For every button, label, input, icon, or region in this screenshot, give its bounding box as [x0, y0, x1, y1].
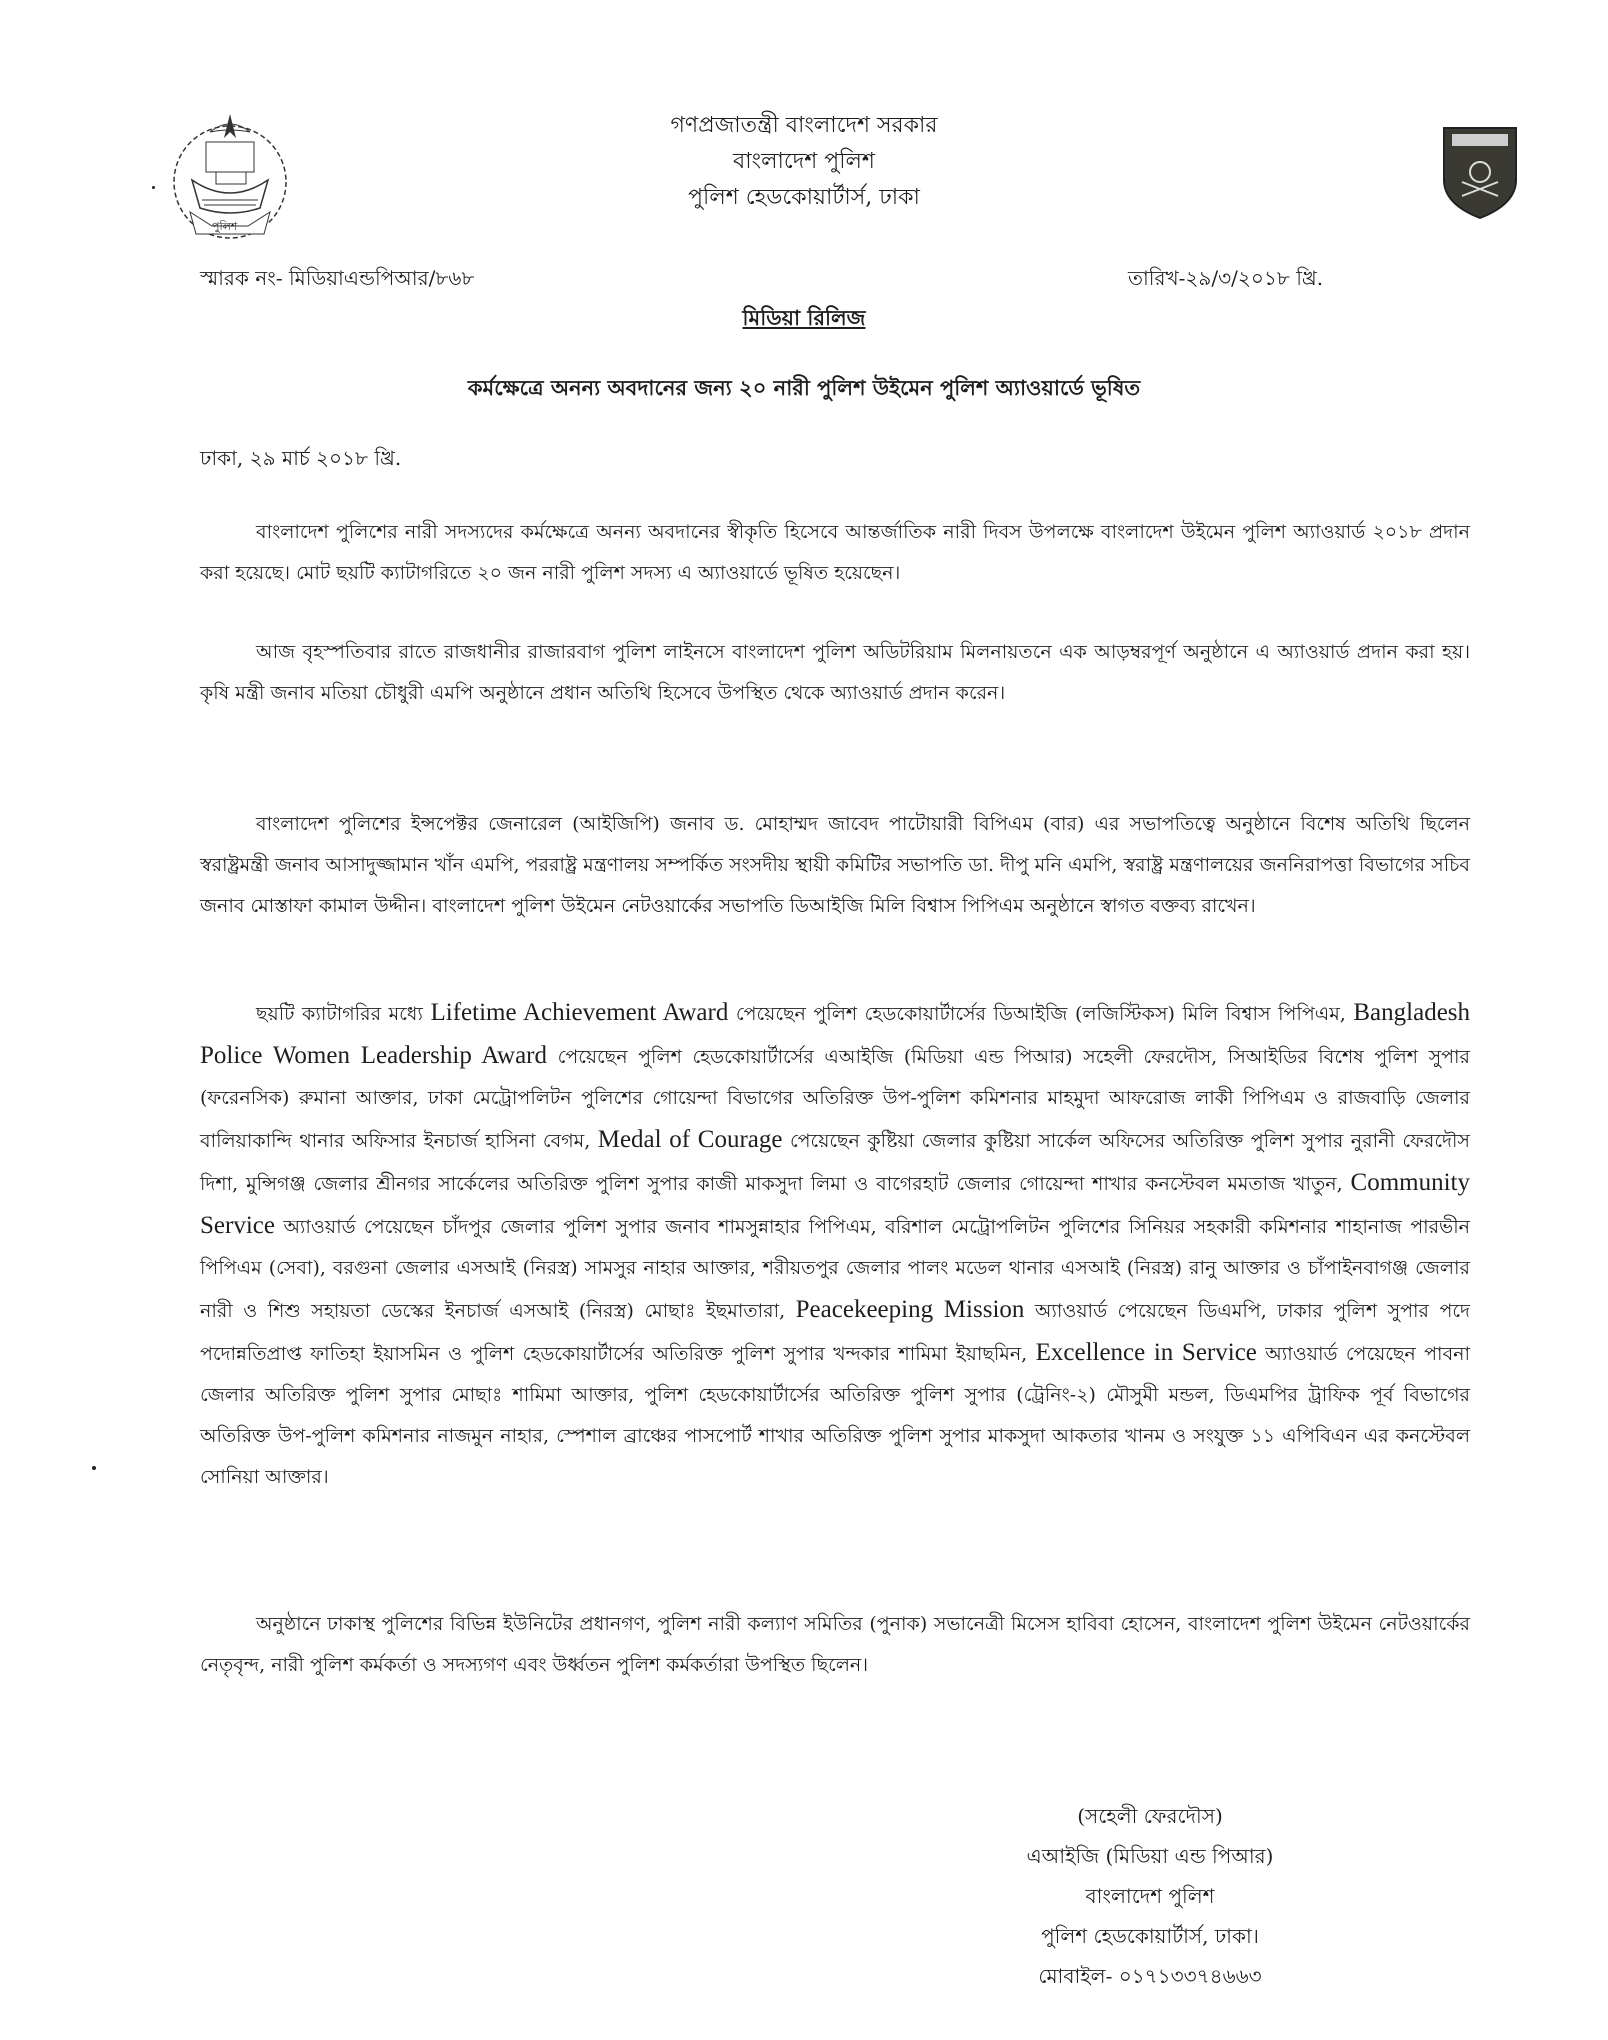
document-date: তারিখ-২৯/৩/২০১৮ খ্রি. [1128, 266, 1324, 290]
memo-number: স্মারক নং- মিডিয়াএন্ডপিআর/৮৬৮ [200, 266, 475, 290]
award-name: Excellence in Service [1035, 1339, 1257, 1366]
awards-text: পেয়েছেন পুলিশ হেডকোয়ার্টার্সের ডিআইজি (লজিস্টিকস) মিলি বিশ্বাস পিপিএম, [728, 1003, 1354, 1025]
signatory-org: বাংলাদেশ পুলিশ [1085, 1884, 1215, 1908]
shield-crest-icon [1440, 124, 1520, 220]
document-subject: কর্মক্ষেত্রে অনন্য অবদানের জন্য ২০ নারী পুলিশ উইমেন পুলিশ অ্যাওয়ার্ডে ভূষিত [467, 375, 1141, 400]
signatory-mobile: মোবাইল- ০১৭১৩৩৭৪৬৬৩ [1038, 1964, 1262, 1988]
award-name: Bangladesh Police Women Leadership Award [200, 999, 1471, 1069]
closing-paragraph: অনুষ্ঠানে ঢাকাস্থ পুলিশের বিভিন্ন ইউনিটের প্রধানগণ, পুলিশ নারী কল্যাণ সমিতির (পুনাক) সভানেত্রী মিসেস হাবিবা হোসেন, বাংলাদেশ পুলিশ উইমেন নেটওয়ার্কের নেতৃবৃন্দ, নারী পুলিশ কর্মকর্তা ও সদস্যগণ এবং উর্ধ্বতন পুলিশ কর্মকর্তারা উপস্থিত ছিলেন। [200, 1613, 1470, 1676]
signatory-designation: এআইজি (মিডিয়া এন্ড পিআর) [1026, 1844, 1274, 1868]
awards-text: অ্যাওয়ার্ড পেয়েছেন চাঁদপুর জেলার পুলিশ সুপার জনাব শামসুন্নাহার পিপিএম, বরিশাল মেট্রোপলিটন পুলিশের সিনিয়র সহকারী কমিশনার শাহানাজ পারভীন পিপিএম (সেবা), বরগুনা জেলার এসআই (নিরস্ত্র) সামসুর নাহার আক্তার, শরীয়তপুর জেলার পালং মডেল থানার এসআই (নিরস্ত্র) রানু আক্তার ও চাঁপাইনবাগঞ্জ জেলার নারী ও শিশু সহায়তা ডেস্কের ইনচার্জ এসআই (নিরস্ত্র) মোছাঃ ইছমাতারা, [200, 1216, 1470, 1322]
awards-text: ছয়টি ক্যাটাগরির মধ্যে [256, 1003, 431, 1025]
emblem-caption: পুলিশ [212, 220, 238, 233]
document-title: মিডিয়া রিলিজ [742, 305, 866, 330]
awards-paragraph [200, 992, 1470, 1498]
signatory-office: পুলিশ হেডকোয়ার্টার্স, ঢাকা। [1041, 1924, 1259, 1948]
paragraph-3: বাংলাদেশ পুলিশের ইন্সপেক্টর জেনারেল (আইজিপি) জনাব ড. মোহাম্মদ জাবেদ পাটোয়ারী বিপিএম (বার) এর সভাপতিত্বে অনুষ্ঠানে বিশেষ অতিথি ছিলেন স্বরাষ্ট্রমন্ত্রী জনাব আসাদুজ্জামান খাঁন এমপি, পররাষ্ট্র মন্ত্রণালয় সম্পর্কিত সংসদীয় স্থায়ী কমিটির সভাপতি ডা. দীপু মনি এমপি, স্বরাষ্ট্র মন্ত্রণালয়ের জননিরাপত্তা বিভাগের সচিব জনাব মোস্তাফা কামাল উদ্দীন। বাংলাদেশ পুলিশ উইমেন নেটওয়ার্কের সভাপতি ডিআইজি মিলি বিশ্বাস পিপিএম অনুষ্ঠানে স্বাগত বক্তব্য রাখেন। [200, 813, 1470, 917]
signature-block [950, 1796, 1350, 1996]
letterhead-office: পুলিশ হেডকোয়ার্টার্স, ঢাকা [688, 185, 920, 210]
award-name: Community Service [200, 1169, 1470, 1239]
awards-text: পেয়েছেন কুষ্টিয়া জেলার কুষ্টিয়া সার্কেল অফিসের অতিরিক্ত পুলিশ সুপার নুরানী ফেরদৌস দিশা, মুন্সিগঞ্জ জেলার শ্রীনগর সার্কেলের অতিরিক্ত পুলিশ সুপার কাজী মাকসুদা লিমা ও বাগেরহাট জেলার গোয়েন্দা শাখার কনস্টেবল মমতাজ খাতুন, [200, 1130, 1470, 1195]
awards-text: পেয়েছেন পুলিশ হেডকোয়ার্টার্সের এআইজি (মিডিয়া এন্ড পিআর) সহেলী ফেরদৌস, সিআইডির বিশেষ পুলিশ সুপার (ফরেনসিক) রুমানা আক্তার, ঢাকা মেট্রোপলিটন পুলিশের গোয়েন্দা বিভাগের অতিরিক্ত উপ-পুলিশ কমিশনার মাহমুদা আফরোজ লাকী পিপিএম ও রাজবাড়ি জেলার বালিয়াকান্দি থানার অফিসার ইনচার্জ হাসিনা বেগম, [200, 1046, 1471, 1152]
awards-text: অ্যাওয়ার্ড পেয়েছেন পাবনা জেলার অতিরিক্ত পুলিশ সুপার মোছাঃ শামিমা আক্তার, পুলিশ হেডকোয়ার্টার্সের অতিরিক্ত পুলিশ সুপার (ট্রেনিং-২) মৌসুমী মন্ডল, ডিএমপির ট্রাফিক পূর্ব বিভাগের অতিরিক্ত উপ-পুলিশ কমিশনার নাজমুন নাহার, স্পেশাল ব্রাঞ্চের পাসপোর্ট শাখার অতিরিক্ত পুলিশ সুপার মাকসুদা আকতার খানম ও সংযুক্ত ১১ এপিবিএন এর কনস্টেবল সোনিয়া আক্তার। [200, 1343, 1470, 1488]
letterhead-org: বাংলাদেশ পুলিশ [733, 149, 875, 174]
signatory-name: (সহেলী ফেরদৌস) [1077, 1804, 1223, 1828]
scan-speck [152, 186, 155, 189]
award-name: Peacekeeping Mission [795, 1296, 1025, 1323]
award-name: Lifetime Achievement Award [430, 999, 729, 1026]
scan-speck [92, 1466, 96, 1470]
dateline: ঢাকা, ২৯ মার্চ ২০১৮ খ্রি. [200, 446, 402, 470]
paragraph-2: আজ বৃহস্পতিবার রাতে রাজধানীর রাজারবাগ পুলিশ লাইনসে বাংলাদেশ পুলিশ অডিটরিয়াম মিলনায়তনে এক আড়ম্বরপূর্ণ অনুষ্ঠানে এ অ্যাওয়ার্ড প্রদান করা হয়। কৃষি মন্ত্রী জনাব মতিয়া চৌধুরী এমপি অনুষ্ঠানে প্রধান অতিথি হিসেবে উপস্থিত থেকে অ্যাওয়ার্ড প্রদান করেন। [200, 641, 1470, 704]
awards-text: অ্যাওয়ার্ড পেয়েছেন ডিএমপি, ঢাকার পুলিশ সুপার পদে পদোন্নতিপ্রাপ্ত ফাতিহা ইয়াসমিন ও পুলিশ হেডকোয়ার্টার্সের অতিরিক্ত পুলিশ সুপার খন্দকার শামিমা ইয়াছমিন, [200, 1300, 1471, 1365]
paragraph-1: বাংলাদেশ পুলিশের নারী সদস্যদের কর্মক্ষেত্রে অনন্য অবদানের স্বীকৃতি হিসেবে আন্তর্জাতিক নারী দিবস উপলক্ষে বাংলাদেশ উইমেন পুলিশ অ্যাওয়ার্ড ২০১৮ প্রদান করা হয়েছে। মোট ছয়টি ক্যাটাগরিতে ২০ জন নারী পুলিশ সদস্য এ অ্যাওয়ার্ডে ভূষিত হয়েছেন। [200, 521, 1470, 584]
letterhead-government: গণপ্রজাতন্ত্রী বাংলাদেশ সরকার [670, 113, 938, 138]
award-name: Medal of Courage [597, 1126, 783, 1153]
